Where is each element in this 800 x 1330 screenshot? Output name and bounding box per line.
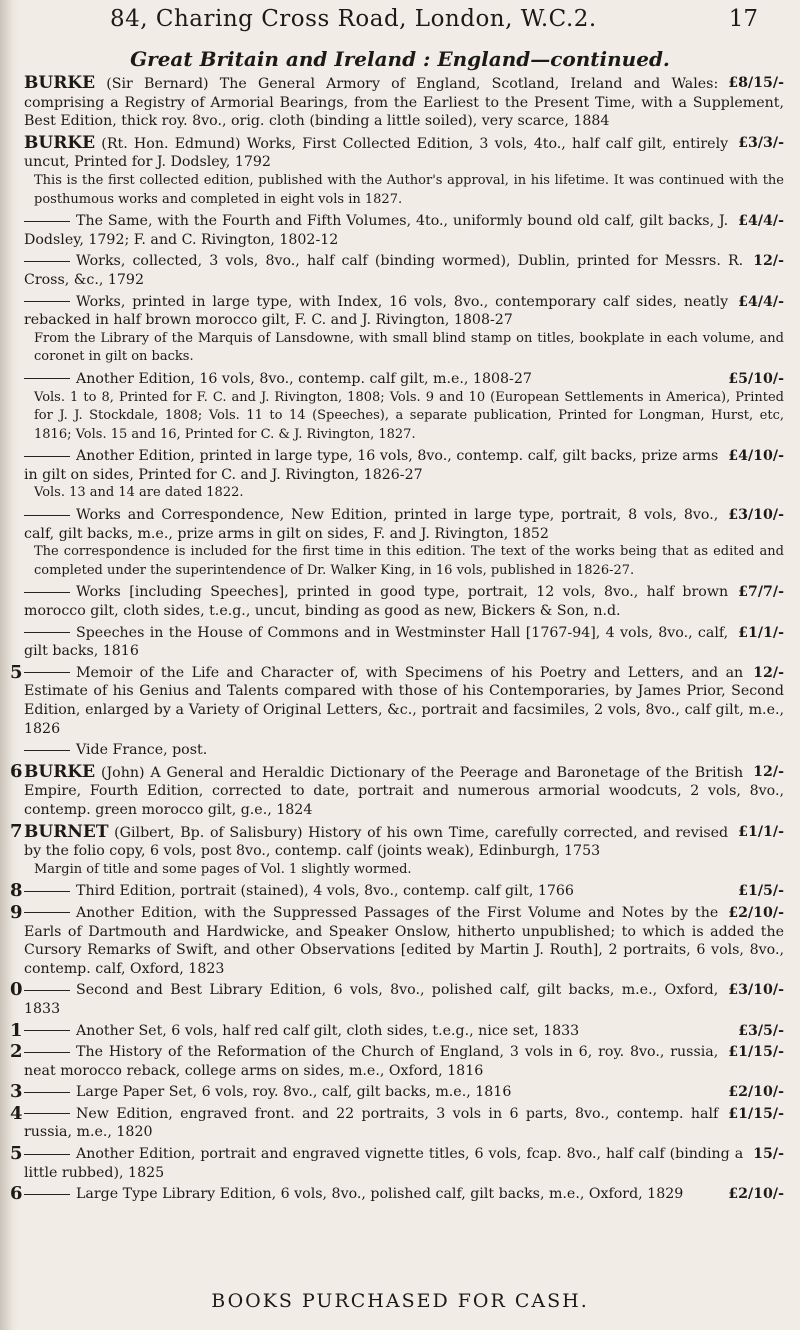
entry-note: This is the first collected edition, published with the Author's approval, in his lifetime. It was continued with the posthumous works and completed in eight vols in 1827. [34, 172, 784, 207]
entry-price: £1/5/- [738, 883, 784, 900]
entry-price: £4/4/- [738, 213, 784, 230]
entry-note: Vols. 13 and 14 are dated 1822. [34, 485, 244, 501]
entry-price: £4/4/- [738, 293, 784, 310]
entry-description: New Edition, engraved front. and 22 portraits, 3 vols in 6 parts, 8vo., contemp. half russia, m.e., 1820 [24, 1105, 719, 1141]
ditto-rule [24, 456, 70, 457]
entry-price: £2/10/- [728, 1084, 784, 1101]
entry-description: The Same, with the Fourth and Fifth Volumes, 4to., uniformly bound old calf, gilt backs, J. Dodsley, 1792; F. and C. Rivington, 1802-12 [24, 213, 729, 248]
entry-description: Memoir of the Life and Character of, with Specimens of his Poetry and Letters, and an Estimate of his Genius and Talents compared with those of his Contemporaries, by James Prior, Second Edition, enlarged by a Variety of Original Letters, &c., portrait and facsimiles, 2 vols, 8vo., calf gilt, m.e., 1826 [24, 664, 784, 737]
entry-description: Another Edition, with the Suppressed Passages of the First Volume and Notes by the Earls of Dartmouth and Hardwicke, and Speaker Onslow, hitherto unpublished; to which is added the Cursory Remarks of Swift, and other Observations [edited by Martin J. Routh], 2 portraits, 6 vols, 8vo., contemp. calf, Oxford, 1823 [24, 904, 784, 977]
entry-note: From the Library of the Marquis of Lansdowne, with small blind stamp on titles, bookplate in each volume, and coronet in gilt on backs. [34, 330, 784, 365]
entry-description: Works, printed in large type, with Index, 16 vols, 8vo., contemporary calf sides, neatly rebacked in half brown morocco gilt, F. C. and J. Rivington, 1808-27 [24, 293, 729, 329]
ditto-rule [24, 1052, 70, 1053]
entry-description: Works [including Speeches], printed in good type, portrait, 12 vols, 8vo., half brown morocco gilt, cloth sides, t.e.g., uncut, binding as good as new, Bickers & Son, n.d. [24, 584, 729, 620]
ditto-rule [24, 378, 70, 379]
entry-number: 1 [10, 1019, 23, 1041]
catalogue-entry [10, 901, 784, 978]
entry-description: Second and Best Library Edition, 6 vols, 8vo., polished calf, gilt backs, m.e., Oxford, 1833 [24, 982, 719, 1017]
catalogue-entry [24, 370, 784, 444]
entry-number: 8 [10, 880, 23, 902]
catalogue-entry [10, 661, 784, 738]
entry-number: 6 [10, 760, 23, 782]
entry-list [10, 73, 784, 1207]
ditto-rule [24, 632, 70, 633]
entry-price: 12/- [753, 763, 784, 780]
entry-price: £1/1/- [738, 624, 784, 641]
ditto-rule [24, 1194, 70, 1195]
catalogue-entry [10, 760, 784, 820]
catalogue-entry [24, 74, 784, 131]
entry-price: £2/10/- [728, 904, 784, 921]
entry-description: Another Edition, 16 vols, 8vo., contemp. calf gilt, m.e., 1808-27 [76, 370, 532, 387]
entry-number: 0 [10, 979, 23, 1001]
ditto-rule [24, 1154, 70, 1155]
catalogue-entry [10, 1019, 784, 1041]
entry-note: The correspondence is included for the first time in this edition. The text of the works being that as edited and completed under the superintendence of Dr. Walker King, in 16 vols, published in 1826-27. [34, 544, 784, 578]
ditto-rule [24, 301, 70, 302]
ditto-rule [24, 261, 70, 262]
entry-number: 2 [10, 1041, 23, 1063]
catalogue-entry [24, 506, 784, 580]
entry-number: 5 [10, 661, 23, 683]
entry-description: Another Edition, printed in large type, 16 vols, 8vo., contemp. calf, gilt backs, prize arms in gilt on sides, Printed for C. and J. Rivington, 1826-27 [24, 448, 719, 483]
catalogue-entry [10, 1102, 784, 1142]
page-number: 17 [728, 6, 758, 32]
catalogue-entry [10, 1183, 784, 1205]
entry-price: £3/10/- [728, 982, 784, 999]
entry-price: 12/- [753, 664, 784, 681]
catalogue-entry [24, 447, 784, 503]
entry-description: (Sir Bernard) The General Armory of England, Scotland, Ireland and Wales: comprising a Registry of Armorial Bearings, from the Earliest to the Present Time, with a Supplement, Best Edition, thick roy. 8vo., orig. cloth (binding a little soiled), very scarce, 1884 [24, 76, 784, 130]
entry-number: 6 [10, 1183, 23, 1205]
entry-number: 5 [10, 1143, 23, 1165]
ditto-rule [24, 515, 70, 516]
entry-price: £1/15/- [728, 1105, 784, 1122]
ditto-rule [24, 891, 70, 892]
catalogue-entry [24, 134, 784, 209]
entry-author: BURKE [24, 132, 96, 153]
entry-price: 15/- [753, 1146, 784, 1163]
entry-note: Margin of title and some pages of Vol. 1 slightly wormed. [34, 861, 412, 877]
ditto-rule [24, 592, 70, 593]
catalogue-entry [24, 212, 784, 249]
catalogue-entry [10, 1143, 784, 1182]
entry-description: Works, collected, 3 vols, 8vo., half calf (binding wormed), Dublin, printed for Messrs. R. Cross, &c., 1792 [24, 253, 744, 288]
entry-description: Speeches in the House of Commons and in Westminster Hall [1767-94], 4 vols, 8vo., calf, gilt backs, 1816 [24, 624, 729, 660]
entry-price: £4/10/- [728, 448, 784, 465]
catalogue-entry [10, 820, 784, 880]
entry-author: BURNET [24, 821, 109, 842]
entry-number: 7 [10, 820, 23, 842]
entry-price: £3/5/- [738, 1022, 784, 1039]
ditto-rule [24, 750, 70, 751]
catalogue-entry [10, 880, 784, 902]
entry-price: £3/3/- [738, 134, 784, 151]
ditto-rule [24, 672, 70, 673]
entry-description: (John) A General and Heraldic Dictionary of the Peerage and Baronetage of the British Empire, Fourth Edition, corrected to date, portrait and numerous armorial woodcuts, 2 vols, 8vo., contemp. green morocco gilt, g.e., 1824 [24, 764, 784, 818]
entry-author: BURKE [24, 73, 96, 93]
entry-description: Large Paper Set, 6 vols, roy. 8vo., calf, gilt backs, m.e., 1816 [76, 1084, 512, 1101]
entry-description: (Gilbert, Bp. of Salisbury) History of his own Time, carefully corrected, and revised by the folio copy, 6 vols, post 8vo., contemp. calf (joints weak), Edinburgh, 1753 [24, 824, 729, 860]
entry-description: The History of the Reformation of the Church of England, 3 vols in 6, roy. 8vo., russia, neat morocco reback, college arms on sides, m.e., Oxford, 1816 [24, 1044, 719, 1079]
entry-price: £1/1/- [738, 823, 784, 840]
entry-price: 12/- [753, 253, 784, 270]
entry-number: 3 [10, 1081, 23, 1103]
ditto-rule [24, 1092, 70, 1093]
entry-number: 9 [10, 901, 23, 923]
ditto-rule [24, 1113, 70, 1114]
catalogue-entry [24, 624, 784, 661]
entry-price: £5/10/- [728, 370, 784, 387]
running-header: 84, Charing Cross Road, London, W.C.2. [110, 6, 597, 32]
ditto-rule [24, 912, 70, 913]
entry-description: Works and Correspondence, New Edition, printed in large type, portrait, 8 vols, 8vo., calf, gilt backs, m.e., prize arms in gilt on sides, F. and J. Rivington, 1852 [24, 507, 719, 542]
entry-description: Third Edition, portrait (stained), 4 vols, 8vo., contemp. calf gilt, 1766 [76, 883, 574, 900]
entry-description: Vide France, post. [76, 742, 208, 759]
entry-description: (Rt. Hon. Edmund) Works, First Collected Edition, 3 vols, 4to., half calf gilt, entirely uncut, Printed for J. Dodsley, 1792 [24, 135, 729, 171]
entry-author: BURKE [24, 761, 96, 782]
ditto-rule [24, 1030, 70, 1031]
entry-price: £7/7/- [738, 584, 784, 601]
entry-note: Vols. 1 to 8, Printed for F. C. and J. Rivington, 1808; Vols. 9 and 10 (European Settlements in America), Printed for J. J. Stockdale, 1808; Vols. 11 to 14 (Speeches), a separate publication, Printed for Longman, Hurst, etc, 1816; Vols. 15 and 16, Printed for C. & J. Rivington, 1827. [34, 389, 784, 442]
entry-price: £3/10/- [728, 507, 784, 524]
section-title: Great Britain and Ireland : England—continued. [130, 47, 670, 71]
catalogue-entry [10, 979, 784, 1018]
ditto-rule [24, 990, 70, 991]
catalogue-entry [24, 252, 784, 289]
entry-price: £8/15/- [728, 75, 784, 91]
catalogue-entry [24, 293, 784, 367]
footer-notice: BOOKS PURCHASED FOR CASH. [211, 1290, 589, 1312]
catalogue-entry [10, 1081, 784, 1103]
catalogue-entry [10, 1041, 784, 1080]
ditto-rule [24, 221, 70, 222]
entry-description: Large Type Library Edition, 6 vols, 8vo., polished calf, gilt backs, m.e., Oxford, 1829 [76, 1186, 684, 1203]
entry-price: £1/15/- [728, 1044, 784, 1061]
entry-price: £2/10/- [728, 1186, 784, 1203]
entry-description: Another Set, 6 vols, half red calf gilt, cloth sides, t.e.g., nice set, 1833 [76, 1022, 580, 1039]
catalogue-entry [24, 741, 784, 760]
entry-description: Another Edition, portrait and engraved vignette titles, 6 vols, fcap. 8vo., half calf (binding a little rubbed), 1825 [24, 1146, 744, 1181]
entry-number: 4 [10, 1102, 23, 1124]
catalogue-entry [24, 583, 784, 620]
